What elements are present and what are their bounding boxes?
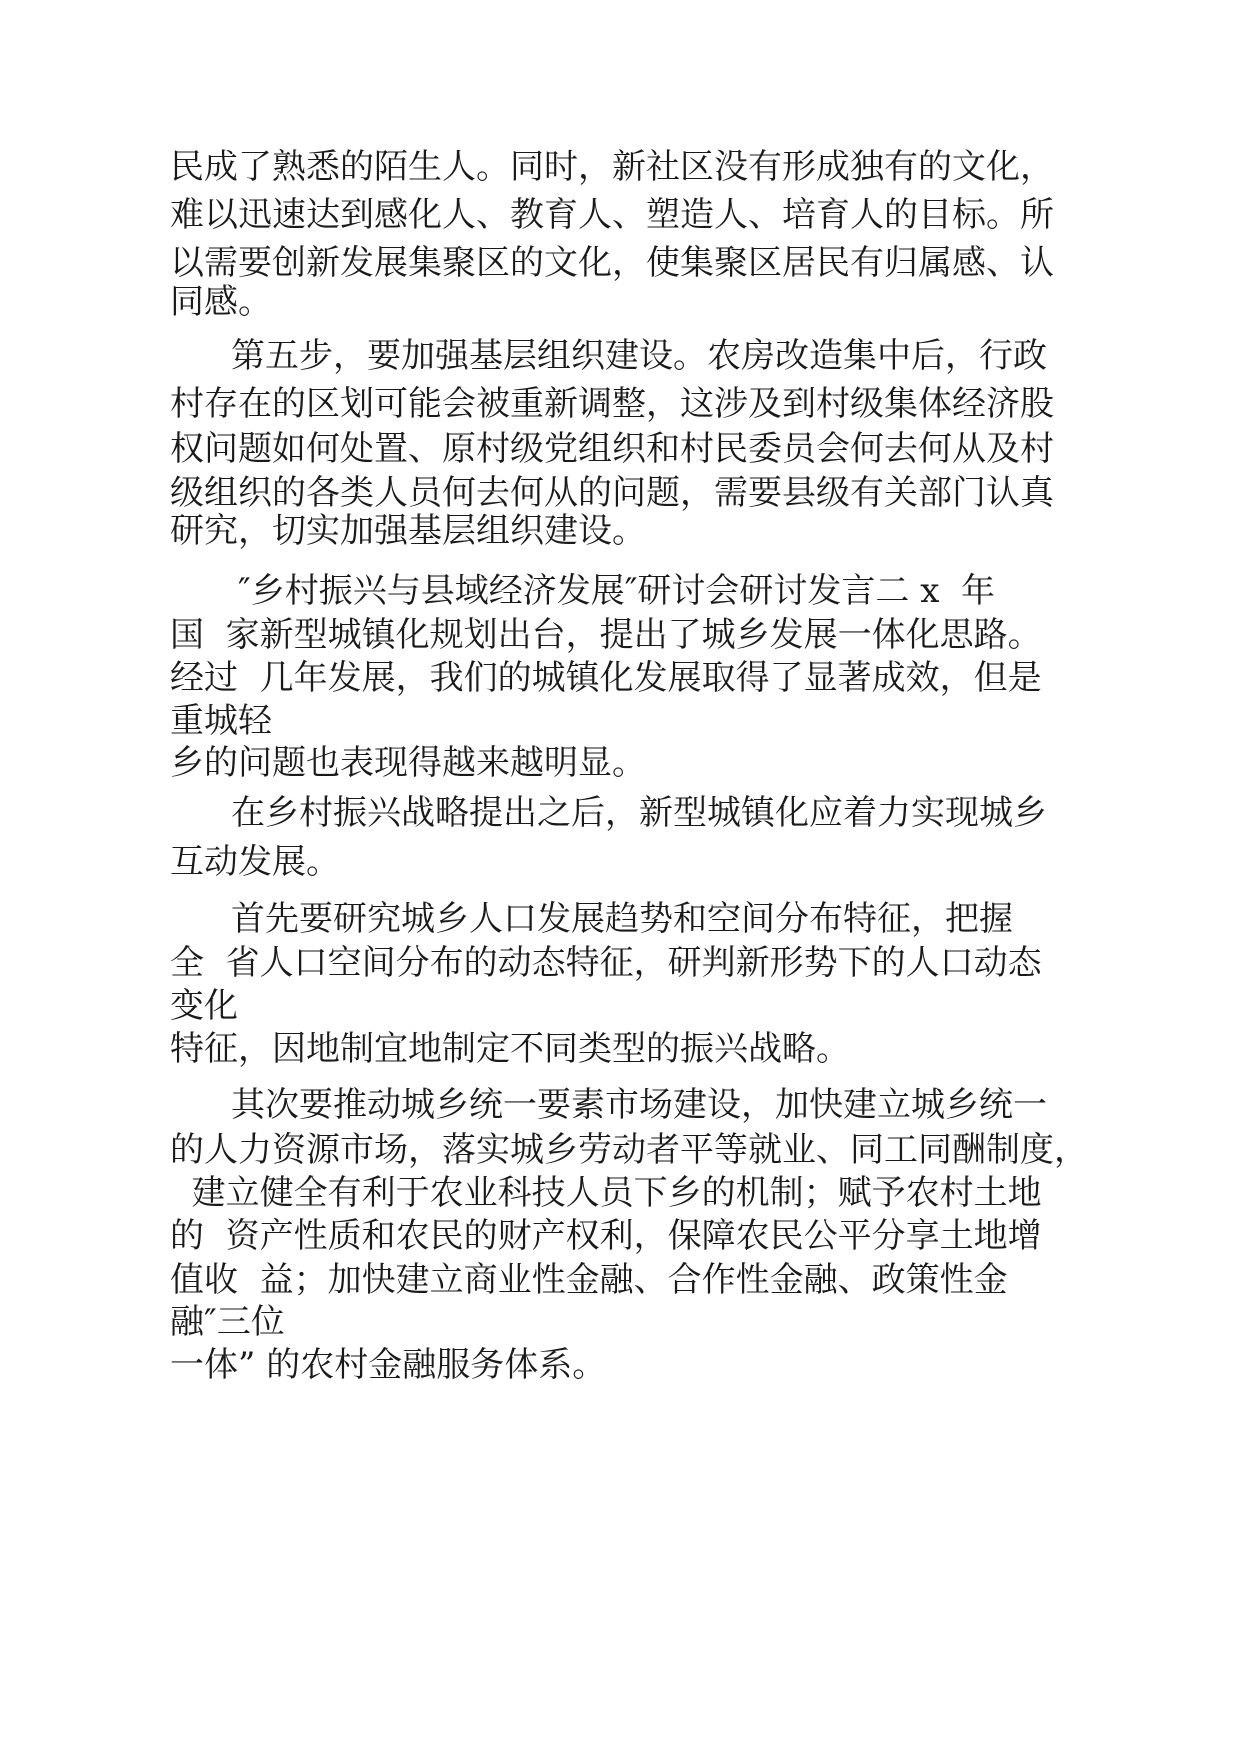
text-line: 村存在的区划可能会被重新调整，这涉及到村级集体经济股 (170, 384, 1054, 424)
text-line: 互动发展。 (170, 842, 340, 882)
text-line: 建立健全有利于农业科技人员下乡的机制；赋予农村土地 (170, 1173, 1042, 1213)
text-line: 重城轻 (170, 701, 272, 741)
text-line: 以需要创新发展集聚区的文化，使集聚区居民有归属感、认 (170, 243, 1054, 283)
heading-line: ″乡村振兴与县域经济发展″研讨会研讨发言二 x 年 (238, 571, 995, 611)
text-line: 乡的问题也表现得越来越明显。 (170, 743, 646, 783)
text-line: 经过 几年发展，我们的城镇化发展取得了显著成效，但是 (170, 658, 1042, 698)
text-line: 同感。 (170, 282, 272, 322)
text-line: 特征，因地制宜地制定不同类型的振兴战略。 (170, 1029, 850, 1069)
text-line: 首先要研究城乡人口发展趋势和空间分布特征，把握 (231, 899, 1013, 939)
text-line: 全 省人口空间分布的动态特征，研判新形势下的人口动态 (170, 943, 1042, 983)
text-line: 的 资产性质和农民的财产权利，保障农民公平分享土地增 (170, 1216, 1042, 1256)
text-line: 融″三位 (170, 1302, 285, 1342)
text-line: 第五步，要加强基层组织建设。农房改造集中后，行政 (231, 336, 1047, 376)
text-line: 变化 (170, 986, 238, 1026)
text-line: 一体” 的农村金融服务体系。 (170, 1345, 607, 1385)
text-line: 值收 益；加快建立商业性金融、合作性金融、政策性金 (170, 1260, 1008, 1300)
text-line: 在乡村振兴战略提出之后，新型城镇化应着力实现城乡 (231, 793, 1047, 833)
text-line: 其次要推动城乡统一要素市场建设，加快建立城乡统一 (231, 1085, 1047, 1125)
text-line: 难以迅速达到感化人、教育人、塑造人、培育人的目标。所 (170, 195, 1054, 235)
text-line: 研究，切实加强基层组织建设。 (170, 511, 646, 551)
text-line: 民成了熟悉的陌生人。同时，新社区没有形成独有的文化， (170, 147, 1054, 187)
text-line: 的人力资源市场，落实城乡劳动者平等就业、同工同酬制度， (170, 1130, 1088, 1170)
text-line: 级组织的各类人员何去何从的问题，需要县级有关部门认真 (170, 473, 1054, 513)
text-line: 国 家新型城镇化规划出台，提出了城乡发展一体化思路。 (170, 615, 1042, 655)
text-line: 权问题如何处置、原村级党组织和村民委员会何去何从及村 (170, 429, 1054, 469)
